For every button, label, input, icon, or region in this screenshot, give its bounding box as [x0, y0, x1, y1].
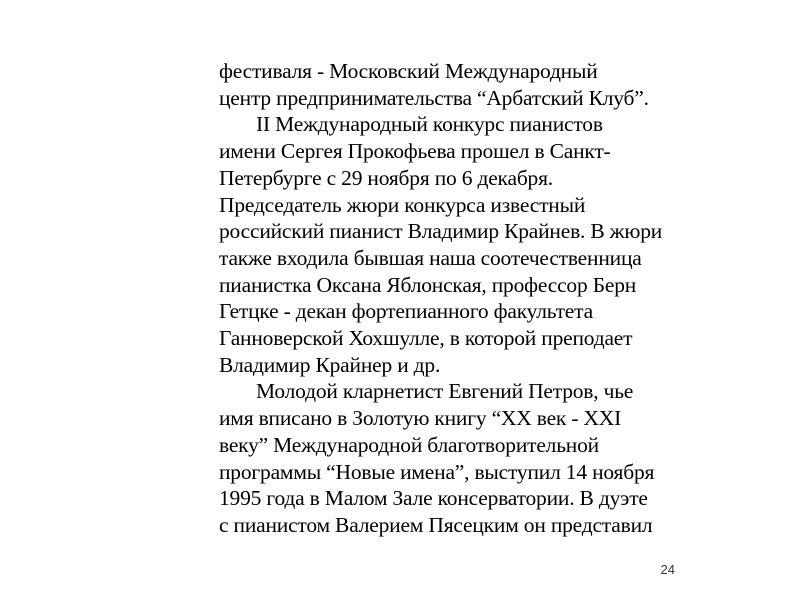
text-line-paragraph-start: II Международный конкурс пианистов — [256, 112, 603, 137]
text-line: Ганноверской Хохшулле, в которой преподает — [219, 326, 633, 351]
text-line: имя вписано в Золотую книгу “XX век - XXI — [219, 406, 622, 431]
text-line: Владимир Крайнер и др. — [219, 352, 441, 377]
text-line: центр предпринимательства “Арбатский Клуб”. — [219, 85, 649, 110]
text-line: Петербурге с 29 ноября по 6 декабря. — [219, 165, 553, 190]
text-line: также входила бывшая наша соотечественница — [219, 245, 642, 270]
text-line: программы “Новые имена”, выступил 14 ноября — [219, 459, 655, 484]
page-number: 24 — [660, 562, 675, 577]
text-line: фестиваля - Московский Международный — [219, 59, 598, 83]
text-line: российский пианист Владимир Крайнев. В жюри — [219, 219, 663, 244]
text-line: с пианистом Валерием Пясецким он представил — [219, 512, 653, 537]
text-line: веку” Международной благотворительной — [219, 432, 599, 457]
text-line: Гетцке - декан фортепианного факультета — [219, 299, 593, 324]
text-line: пианистка Оксана Яблонская, профессор Берн — [219, 272, 637, 297]
body-text — [219, 58, 689, 539]
text-line: Председатель жюри конкурса известный — [219, 192, 586, 217]
text-line: 1995 года в Малом Зале консерватории. В дуэте — [219, 486, 648, 511]
text-line: имени Сергея Прокофьева прошел в Санкт- — [219, 139, 611, 164]
text-line-paragraph-start: Молодой кларнетист Евгений Петров, чье — [256, 379, 634, 404]
